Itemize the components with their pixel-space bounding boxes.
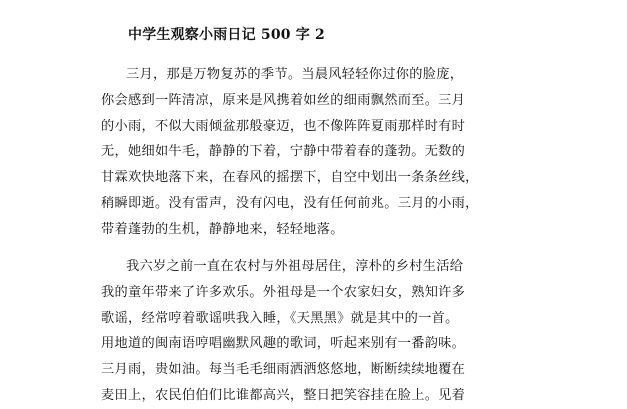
paragraph-line: 的小雨，不似大雨倾盆那般豪迈，也不像阵阵夏雨那样时有时 [101, 118, 466, 134]
paragraph-line: 带着蓬勃的生机，静静地来，轻轻地落。 [101, 221, 344, 237]
paragraph-line: 你会感到一阵清凉，原来是风携着如丝的细雨飘然而至。三月 [101, 92, 466, 108]
paragraph-2 [101, 254, 481, 409]
paragraph-line: 三月，那是万物复苏的季节。当晨风轻轻你过你的脸庞， [126, 67, 464, 82]
paragraph-line: 麦田上，农民伯伯们比谁都高兴，整日把笑容挂在脸上。见着 [101, 387, 466, 403]
paragraph-line: 无，她细如牛毛，静静的下着，宁静中带着春的蓬勃。无数的 [101, 144, 466, 160]
paragraph-line: 稍瞬即逝。没有雷声，没有闪电，没有任何前兆。三月的小雨， [101, 195, 479, 211]
paragraph-line: 歌谣，经常哼着歌谣哄我入睡，《天黑黑》就是其中的一首。 [101, 310, 459, 326]
paragraph-1 [101, 62, 481, 243]
paragraph-line: 我的童年带来了许多欢乐。外祖母是一个农家妇女，熟知许多 [101, 284, 466, 300]
paragraph-line: 三月雨，贵如油。每当毛毛细雨洒洒悠悠地，断断续续地覆在 [101, 362, 466, 378]
paragraph-line: 用地道的闽南语哼唱幽默风趣的歌词，听起来别有一番韵味。 [101, 336, 466, 352]
paragraph-line: 甘霖欢快地落下来，在春风的摇摆下，自空中划出一条条丝线， [101, 170, 479, 186]
document-title: 中学生观察小雨日记 500 字 2 [128, 27, 325, 43]
paragraph-line: 我六岁之前一直在农村与外祖母居住，淳朴的乡村生活给 [126, 259, 464, 274]
